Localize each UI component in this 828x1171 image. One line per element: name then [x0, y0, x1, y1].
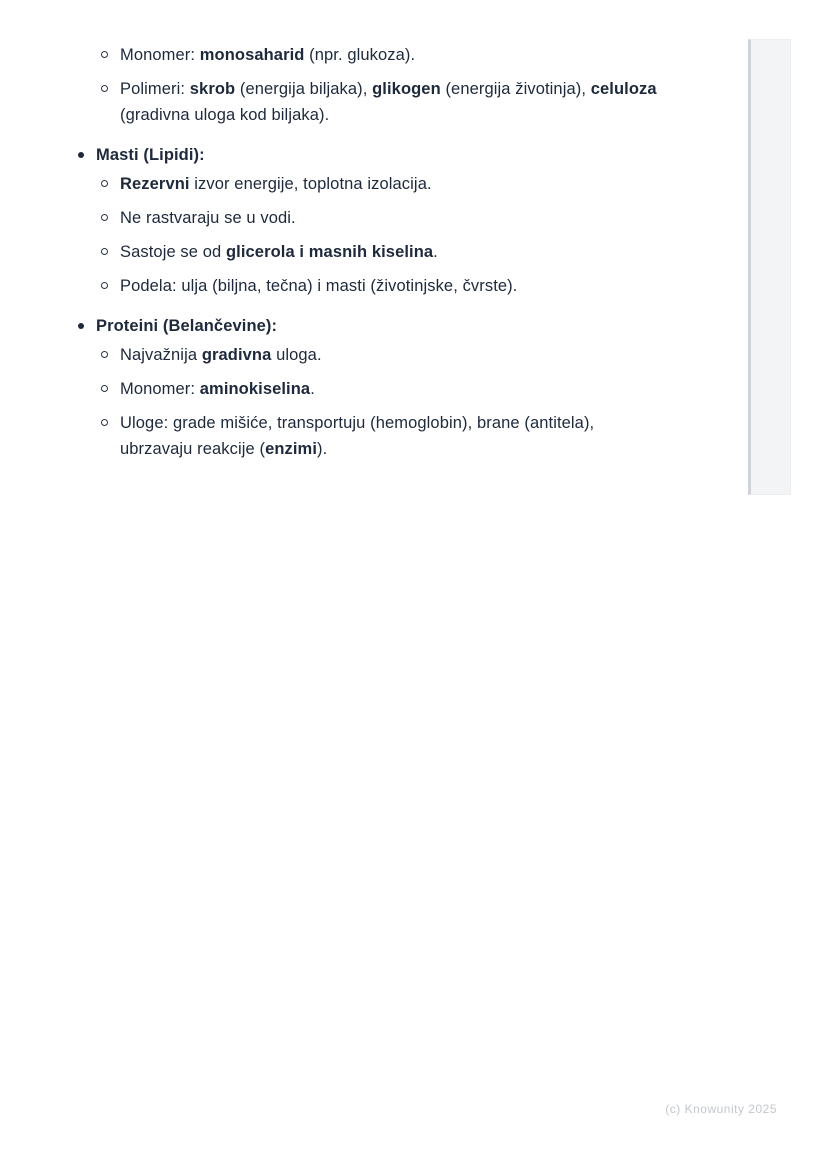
bold-term: aminokiselina [199, 380, 311, 398]
text-line [120, 171, 727, 197]
scrollbar-track[interactable] [748, 39, 791, 495]
text-line [120, 273, 727, 299]
text-run: Podela: ulja (biljna, tečna) i masti (životinjske, čvrste). [120, 277, 518, 295]
text-run: izvor energije, toplotna izolacija. [189, 175, 432, 193]
list-item [101, 42, 727, 68]
text-run: Polimeri: [120, 80, 190, 98]
text-line [120, 410, 727, 436]
list-item [101, 342, 727, 368]
text-run: Monomer: [120, 46, 200, 64]
bold-term: glicerola i masnih kiselina [225, 243, 434, 261]
sub-list [101, 42, 727, 128]
document-body [77, 42, 727, 470]
list-item [101, 239, 727, 265]
bold-term: celuloza [590, 80, 657, 98]
text-line [120, 376, 727, 402]
text-run: . [310, 380, 315, 398]
bold-term: skrob [189, 80, 236, 98]
bold-term: glikogen [372, 80, 441, 98]
text-run: (energija biljaka), [235, 80, 373, 98]
list-item [101, 76, 727, 128]
list-item [101, 273, 727, 299]
sub-list [101, 342, 727, 462]
text-run: uloga. [271, 346, 322, 364]
text-run: (energija životinja), [440, 80, 591, 98]
text-run: ubrzavaju reakcije ( [120, 440, 266, 458]
text-run: Monomer: [120, 380, 200, 398]
text-run: Sastoje se od [120, 243, 226, 261]
bold-term: Masti (Lipidi): [96, 146, 205, 164]
text-run: Najvažnija [120, 346, 202, 364]
list-item [101, 376, 727, 402]
text-line [120, 102, 727, 128]
text-line [120, 76, 727, 102]
bold-term: monosaharid [199, 46, 305, 64]
list-item [101, 171, 727, 197]
text-run: (npr. glukoza). [304, 46, 416, 64]
text-run: (gradivna uloga kod biljaka). [120, 106, 330, 124]
sub-list [101, 171, 727, 299]
bold-term: Rezervni [120, 175, 190, 193]
text-line [120, 436, 727, 462]
text-run: ). [317, 440, 328, 458]
content-list [77, 42, 727, 462]
footer-copyright: (c) Knowunity 2025 [665, 1102, 777, 1116]
list-item [101, 410, 727, 462]
text-run: Ne rastvaraju se u vodi. [120, 209, 296, 227]
text-run: . [433, 243, 438, 261]
bold-term: Proteini (Belančevine): [96, 317, 278, 335]
bold-term: gradivna [201, 346, 272, 364]
text-line [120, 239, 727, 265]
list-item-heading [77, 313, 727, 339]
list-item [101, 205, 727, 231]
text-line [120, 342, 727, 368]
list-item-heading [77, 142, 727, 168]
bold-term: enzimi [265, 440, 318, 458]
text-line [120, 205, 727, 231]
text-line [120, 42, 727, 68]
text-run: Uloge: grade mišiće, transportuju (hemoglobin), brane (antitela), [120, 414, 595, 432]
